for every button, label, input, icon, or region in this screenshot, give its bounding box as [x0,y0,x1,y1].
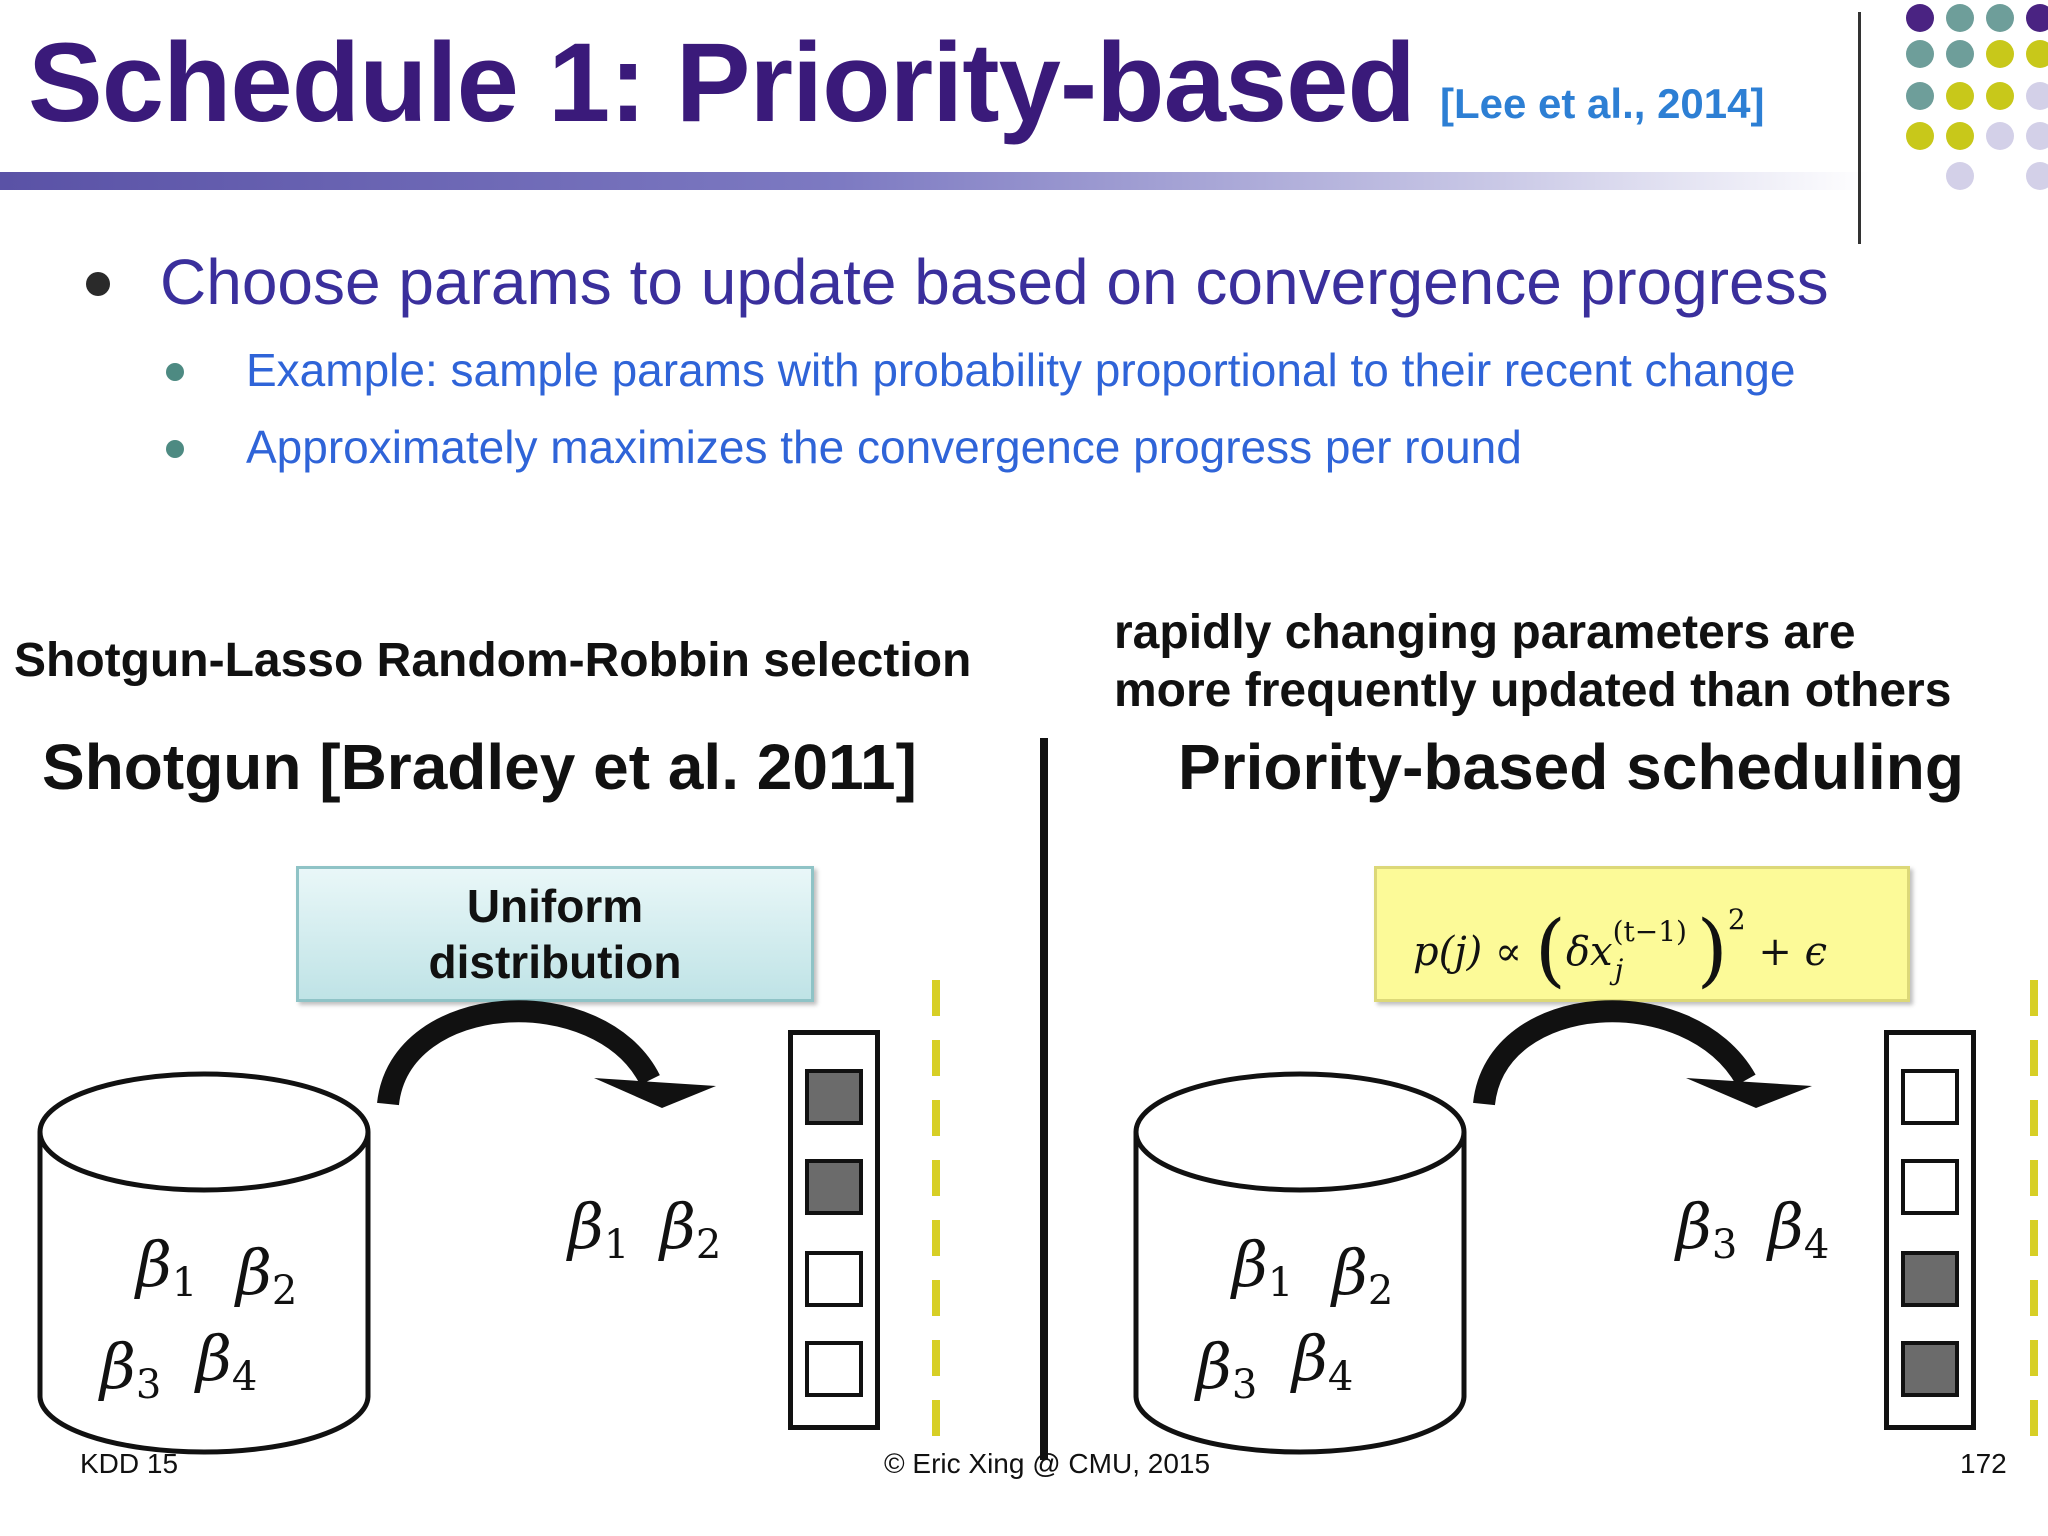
worker-slot [1901,1069,1959,1125]
right-pool-beta: $\beta_2$ [1332,1236,1394,1314]
left-pool-beta: $\beta_3$ [100,1330,162,1408]
formula-paren: ( [1534,903,1566,996]
formula-subscript: j [1614,953,1624,986]
left-selected-beta: $\beta_2$ [660,1190,722,1268]
right-selected-beta: $\beta_4$ [1768,1190,1830,1268]
bullet-sub-1: Example: sample params with probability proportional to their recent change [246,344,1796,396]
dash-segment [932,1040,940,1076]
dash-segment [2030,1160,2038,1196]
dash-segment [932,1340,940,1376]
left-selection-arrow [388,1011,716,1108]
bullet-sub-2: Approximately maximizes the convergence progress per round [246,421,1522,473]
dash-segment [932,1220,940,1256]
left-pool-beta: $\beta_2$ [236,1236,298,1314]
worker-slot [805,1159,863,1215]
worker-slot [805,1251,863,1307]
dash-segment [932,1280,940,1316]
left-selected-beta: $\beta_1$ [568,1190,630,1268]
page-number: 172 [1960,1448,2007,1479]
dash-segment [932,1400,940,1436]
formula-paren: ) [1696,903,1728,996]
footer-copyright: © Eric Xing @ CMU, 2015 [884,1448,1211,1479]
footer-venue: KDD 15 [80,1448,179,1479]
worker-slot [805,1341,863,1397]
slide-title: Schedule 1: Priority-based [28,20,1415,145]
dash-segment [2030,1340,2038,1376]
right-pool-beta: $\beta_3$ [1196,1330,1258,1408]
worker-slot [1901,1159,1959,1215]
formula-superscript: (t−1) [1612,915,1687,948]
right-pool-beta: $\beta_1$ [1232,1228,1294,1306]
right-selected-beta: $\beta_3$ [1676,1190,1738,1268]
left-pool-beta: $\beta_4$ [196,1322,258,1400]
dash-segment [932,1160,940,1196]
annotation-right-line-1: rapidly changing parameters are [1114,606,1856,659]
left-pool-beta: $\beta_1$ [136,1228,198,1306]
annotation-right-line-2: more frequently updated than others [1114,664,1952,717]
dash-segment [2030,1100,2038,1136]
uniform-box-line-2: distribution [428,936,682,988]
worker-slot [805,1069,863,1125]
formula-delta: δx [1565,929,1613,975]
dash-segment [932,1100,940,1136]
right-selection-arrow [1484,1011,1812,1108]
right-pool-beta: $\beta_4$ [1292,1322,1354,1400]
citation: [Lee et al., 2014] [1440,80,1765,127]
worker-slot [1901,1341,1959,1397]
bullet-main: Choose params to update based on convergence progress [160,246,1829,318]
dash-segment [932,980,940,1016]
formula-lhs: p(j) ∝ [1413,929,1523,975]
right-worker-slots [1884,1030,1976,1430]
dash-segment [2030,980,2038,1016]
priority-title: Priority-based scheduling [1178,731,1964,803]
dash-segment [2030,1280,2038,1316]
formula-rhs: + ϵ [1758,929,1827,975]
worker-slot [1901,1251,1959,1307]
formula-power: 2 [1727,903,1746,936]
shotgun-title: Shotgun [Bradley et al. 2011] [42,731,917,803]
annotation-left: Shotgun-Lasso Random-Robbin selection [14,634,972,687]
dash-segment [2030,1400,2038,1436]
left-worker-slots [788,1030,880,1430]
dash-segment [2030,1220,2038,1256]
dash-segment [2030,1040,2038,1076]
uniform-box-line-1: Uniform [466,880,644,932]
